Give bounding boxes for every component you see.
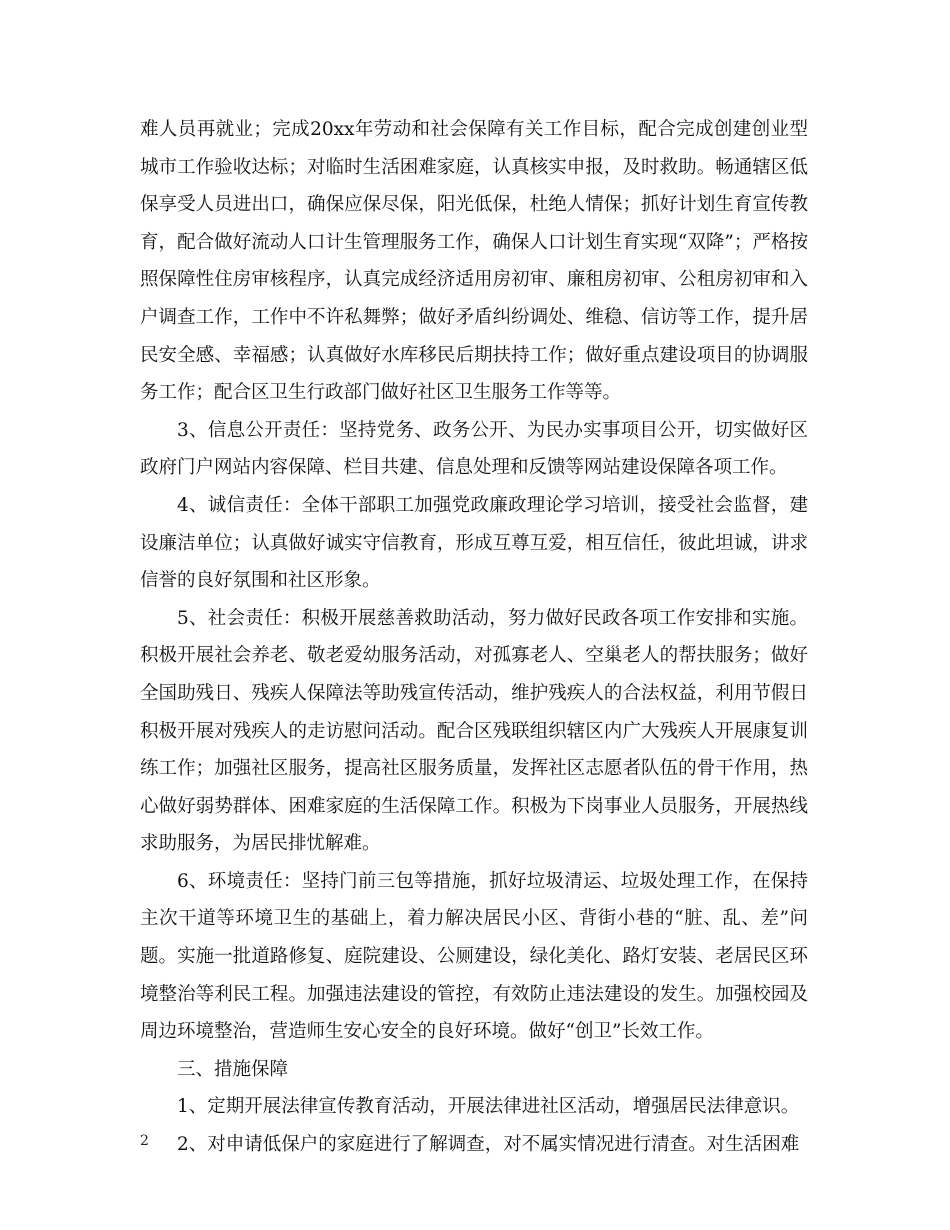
document-body	[140, 111, 808, 1164]
paragraph-measure-2: 2、对申请低保户的家庭进行了解调查，对不属实情况进行清查。对生活困难	[177, 1134, 800, 1156]
paragraph-integrity: 4、诚信责任：全体干部职工加强党政廉政理论学习培训，接受社会监督，建设廉洁单位；认真做好诚实守信教育，形成互尊互爱，相互信任，彼此坦诚，讲求信誉的良好氛围和社区形象。	[140, 494, 808, 592]
paragraph-measure-1: 1、定期开展法律宣传教育活动，开展法律进社区活动，增强居民法律意识。	[177, 1096, 800, 1118]
paragraph-info-disclosure: 3、信息公开责任：坚持党务、政务公开、为民办实事项目公开，切实做好区政府门户网站内容保障、栏目共建、信息处理和反馈等网站建设保障各项工作。	[140, 419, 808, 479]
paragraph-environment: 6、环境责任：坚持门前三包等措施，抓好垃圾清运、垃圾处理工作，在保持主次干道等环境卫生的基础上，着力解决居民小区、背街小巷的“脏、乱、差”问题。实施一批道路修复、庭院建设、公厕建设，绿化美化、路灯安装、老居民区环境整治等利民工程。加强违法建设的管控，有效防止违法建设的发生。加强校园及周边环境整治，营造师生安心安全的良好环境。做好“创卫”长效工作。	[140, 870, 808, 1043]
paragraph-continuation: 难人员再就业；完成20xx年劳动和社会保障有关工作目标，配合完成创建创业型城市工作验收达标；对临时生活困难家庭，认真核实申报，及时救助。畅通辖区低保享受人员进出口，确保应保尽保，阳光低保，杜绝人情保；抓好计划生育宣传教育，配合做好流动人口计生管理服务工作，确保人口计划生育实现“双降”；严格按照保障性住房审核程序，认真完成经济适用房初审、廉租房初审、公租房初审和入户调查工作，工作中不许私舞弊；做好矛盾纠纷调处、维稳、信访等工作，提升居民安全感、幸福感；认真做好水库移民后期扶持工作；做好重点建设项目的协调服务工作；配合区卫生行政部门做好社区卫生服务工作等等。	[140, 119, 808, 404]
section-heading-measures: 三、措施保障	[177, 1058, 289, 1080]
paragraph-social-responsibility: 5、社会责任：积极开展慈善救助活动，努力做好民政各项工作安排和实施。积极开展社会养老、敬老爱幼服务活动，对孤寡老人、空巢老人的帮扶服务；做好全国助残日、残疾人保障法等助残宣传活动，维护残疾人的合法权益，利用节假日积极开展对残疾人的走访慰问活动。配合区残联组织辖区内广大残疾人开展康复训练工作；加强社区服务，提高社区服务质量，发挥社区志愿者队伍的骨干作用，热心做好弱势群体、困难家庭的生活保障工作。积极为下岗事业人员服务，开展热线求助服务，为居民排忧解难。	[140, 607, 808, 855]
page-number: 2	[140, 1133, 149, 1149]
